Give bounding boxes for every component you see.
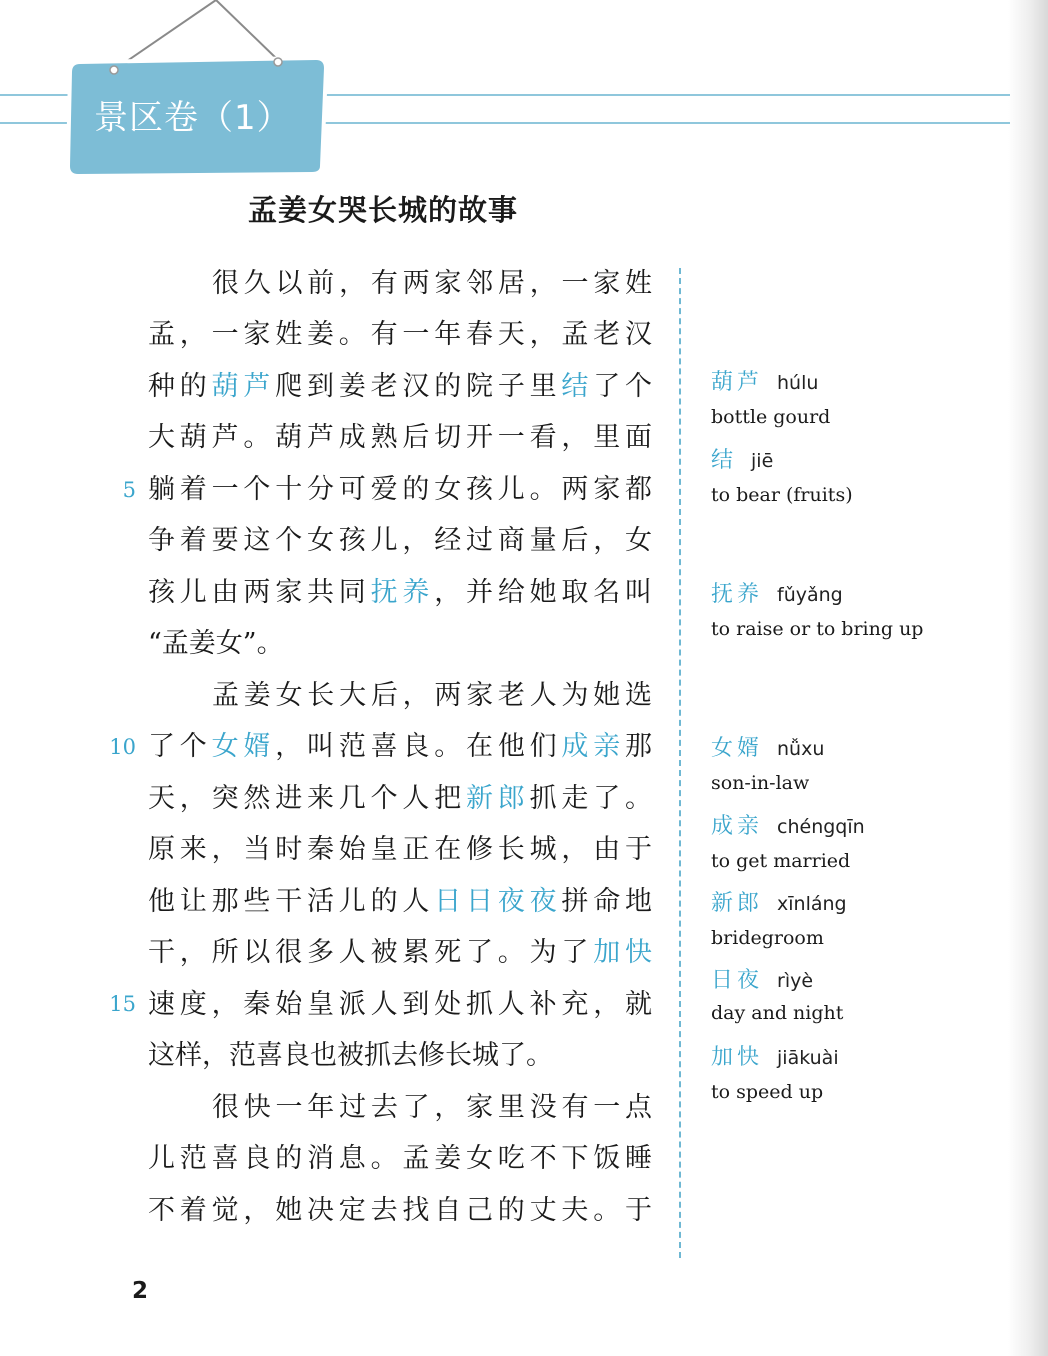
page-number: 2 [132,1278,149,1304]
keyword-riye: 日日夜夜 [434,886,562,917]
gloss-pinyin: fǔyǎng [777,584,843,606]
story-line-16: 这样，范喜良也被抓去修长城了。 [148,1040,553,1071]
story-line-13: 他让那些干活儿的人日日夜夜拼命地 [148,886,653,917]
line-number-15: 15 [109,992,136,1016]
gloss-word: 女婿 [711,736,764,761]
story-line-5: 躺着一个十分可爱的女孩儿。两家都 [148,474,652,505]
gloss-word: 新郎 [711,891,764,916]
line-number-10: 10 [109,735,136,759]
gloss-entry-chengqin [711,809,1031,840]
gloss-pinyin: jiē [751,450,774,472]
section-sign [66,58,328,176]
gloss-pinyin: húlu [777,372,819,394]
gloss-english-riye: day and night [711,1002,844,1024]
page-edge-shadow [1008,0,1048,1356]
gloss-word: 加快 [711,1045,764,1070]
story-line-6: 争着要这个女孩儿，经过商量后，女 [148,525,652,556]
gloss-english-hulu: bottle gourd [711,406,831,428]
gloss-english-nvxu: son-in-law [711,772,810,794]
keyword-xinlang: 新郎 [466,783,530,814]
gloss-english-jiakuai: to speed up [711,1081,824,1103]
gloss-entry-nvxu [711,731,1031,762]
gloss-entry-hulu [711,365,1031,396]
gloss-word: 日夜 [711,968,764,993]
gloss-english-fuyang: to raise or to bring up [711,618,924,640]
keyword-fuyang: 抚养 [370,577,435,608]
gloss-english-xinlang: bridegroom [711,927,824,949]
story-line-8: “孟姜女”。 [148,628,284,659]
line-number-5: 5 [122,478,136,502]
gloss-pinyin: rìyè [777,970,814,992]
gloss-word: 结 [711,448,738,473]
story-line-11: 天，突然进来几个人把新郎抓走了。 [148,783,653,814]
story-line-14: 干，所以很多人被累死了。为了加快 [148,937,653,968]
gloss-pinyin: jiākuài [777,1047,839,1069]
story-line-3: 种的葫芦爬到姜老汉的院子里结了个 [148,371,653,402]
story-title: 孟姜女哭长城的故事 [248,193,519,227]
keyword-nvxu: 女婿 [211,731,276,762]
story-line-4: 大葫芦。葫芦成熟后切开一看，里面 [148,422,652,453]
gloss-entry-jiakuai [711,1040,1031,1071]
story-line-17: 很快一年过去了，家里没有一点 [212,1092,652,1123]
story-line-19: 不着觉，她决定去找自己的丈夫。于 [148,1195,652,1226]
gloss-entry-jie [711,443,1031,474]
gloss-word: 抚养 [711,582,764,607]
story-line-10: 了个女婿，叫范喜良。在他们成亲那 [148,731,653,762]
story-line-9: 孟姜女长大后，两家老人为她选 [212,680,652,711]
gloss-entry-fuyang [711,577,1031,608]
story-line-18: 儿范喜良的消息。孟姜女吃不下饭睡 [148,1143,652,1174]
story-line-2: 孟，一家姓姜。有一年春天，孟老汉 [148,319,652,350]
gloss-entry-riye [711,963,1031,994]
gloss-word: 葫芦 [711,370,764,395]
story-line-15: 速度，秦始皇派人到处抓人补充，就 [148,989,652,1020]
gloss-english-chengqin: to get married [711,850,851,872]
keyword-jie: 结 [561,371,594,402]
gloss-pinyin: chéngqīn [777,816,865,838]
gloss-pinyin: xīnláng [777,893,847,915]
keyword-hulu: 葫芦 [211,371,276,402]
gloss-pinyin: nǚxu [777,738,825,760]
keyword-jiakuai: 加快 [593,937,653,968]
gloss-word: 成亲 [711,814,764,839]
gloss-entry-xinlang [711,886,1031,917]
story-line-7: 孩儿由两家共同抚养，并给她取名叫 [148,577,653,608]
glossary-divider [679,268,681,1258]
keyword-chengqin: 成亲 [561,731,626,762]
story-line-1: 很久以前，有两家邻居，一家姓 [212,268,652,299]
story-line-12: 原来，当时秦始皇正在修长城，由于 [148,834,652,865]
section-title: 景区卷（1） [94,98,292,138]
gloss-english-jie: to bear (fruits) [711,484,853,506]
